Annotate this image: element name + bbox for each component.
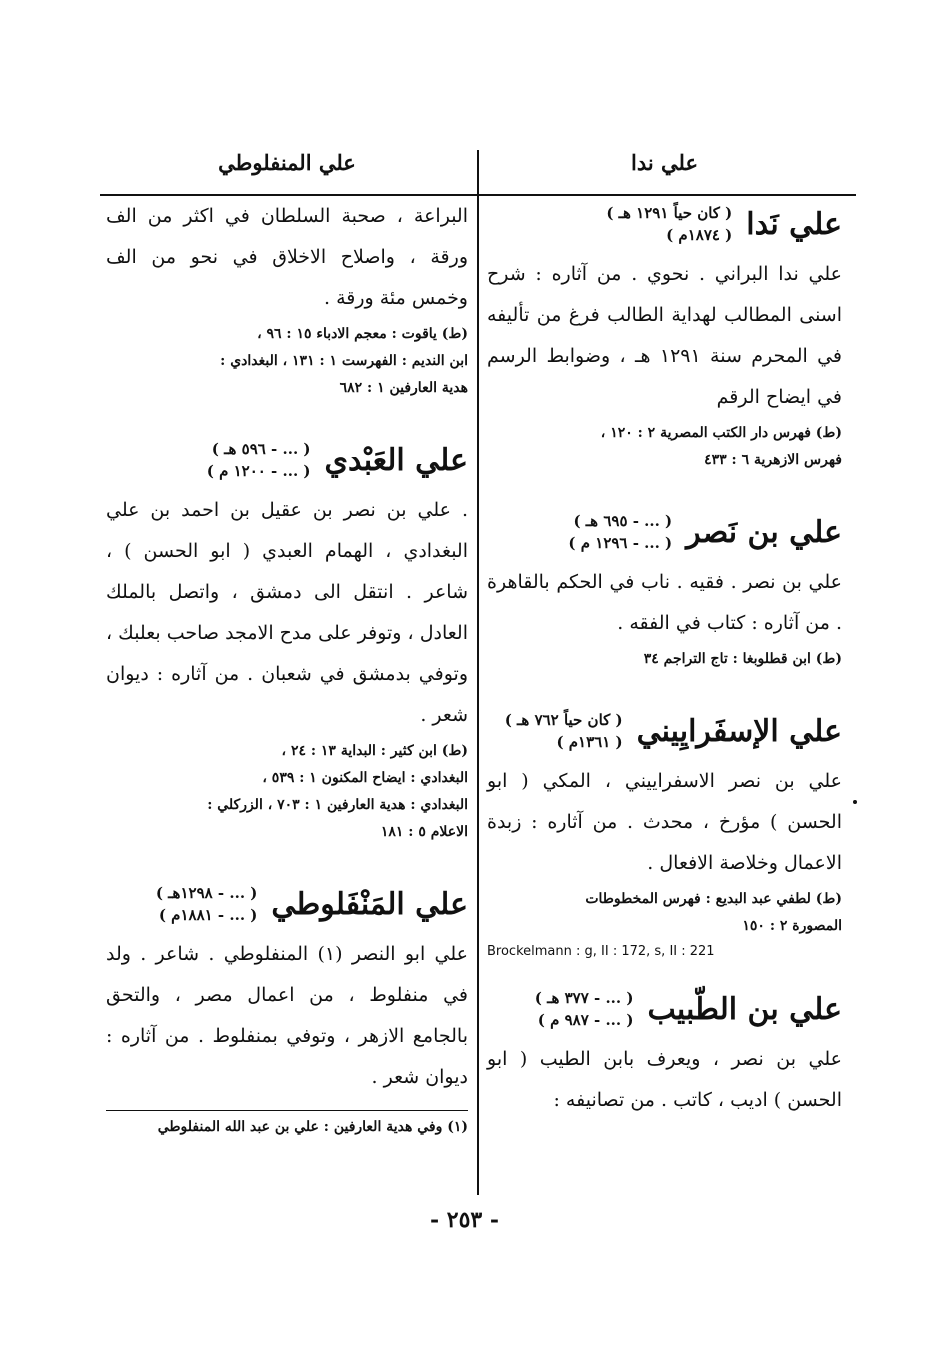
date-gregorian: ( ١٨٧٤م ) — [666, 226, 733, 244]
running-head-right: علي ندا — [631, 150, 698, 175]
date-hijri: ( كان حياً ١٢٩١ هـ ) — [606, 204, 733, 222]
latin-reference: Brockelmann : g, II : 172, s, II : 221 — [487, 944, 715, 959]
reference-line: المصورة ٢ : ١٥٠ — [742, 918, 842, 934]
entry-name: علي المَنْفَلوطي — [271, 886, 468, 922]
date-gregorian: ( ... - ٩٨٧ م ) — [537, 1011, 634, 1029]
entry-text: علي بن نصر الاسفراييني ، المكي ( ابو الحسن ) مؤرخ ، محدث . من آثاره : زبدة الاعمال وخلاصة الافعال . — [487, 770, 842, 874]
column-divider — [477, 150, 479, 1195]
entry-continuation — [106, 196, 468, 402]
entry-text: البراعة ، صحبة السلطان في اكثر من الف ورقة ، واصلاح الاخلاق في نحو من الف وخمس مئة ورقة . — [106, 205, 468, 309]
entry-heading — [106, 882, 468, 926]
left-column — [106, 196, 468, 1135]
running-head-left: علي المنفلوطي — [218, 150, 356, 175]
entry-ali-bin-al-tabib — [487, 987, 842, 1121]
reference-line: (ط) لطفي عبد البديع : فهرس المخطوطات — [585, 891, 842, 907]
date-hijri: ( كان حياً ٧٦٢ هـ ) — [504, 711, 623, 729]
entry-name: علي الإسفَرايِيني — [636, 713, 842, 749]
reference-line: فهرس الازهرية ٦ : ٤٣٣ — [704, 452, 842, 468]
margin-dot — [853, 800, 857, 804]
reference-line: البغدادي : ايضاح المكنون ١ : ٥٣٩ ، — [262, 770, 468, 786]
entry-heading — [106, 438, 468, 482]
entry-name: علي نَدا — [746, 206, 842, 242]
entry-references — [487, 646, 842, 673]
entry-name: علي بن الطّبيب — [647, 991, 842, 1027]
entry-text: علي ابو النصر (١) المنفلوطي . شاعر . ولد في منفلوط ، من اعمال مصر ، والتحق بالجامع الازهر ، وتوفي بمنفلوط . من آثاره : ديوان شعر . — [106, 943, 469, 1088]
entry-text: علي بن نصر ، ويعرف بابن الطيب ( ابو الحسن ) اديب ، كاتب . من تصانيفه : — [487, 1048, 842, 1111]
entry-text: علي ندا البراني . نحوي . من آثاره : شرح اسنى المطالب لهداية الطالب فرغ من تأليفه في المحرم سنة ١٢٩١ هـ ، وضوابط الرسم في ايضاح الرقم — [487, 263, 843, 408]
entry-heading — [487, 510, 842, 554]
reference-line: هدية العارفين ١ : ٦٨٢ — [339, 380, 468, 396]
date-gregorian: ( ١٣٦١م ) — [556, 733, 623, 751]
entry-dates — [207, 438, 311, 482]
entry-dates — [505, 709, 623, 753]
entry-heading — [487, 987, 842, 1031]
date-gregorian: ( ... - ١٢٩٦ م ) — [568, 534, 673, 552]
date-hijri: ( ... - ٦٩٥ هـ ) — [573, 512, 673, 530]
entry-ali-al-manfaluti — [106, 882, 468, 1098]
entry-references — [106, 321, 468, 402]
reference-line: (ط) فهرس دار الكتب المصرية ٢ : ١٢٠ ، — [600, 425, 842, 441]
date-gregorian: ( ... - ١٨٨١م ) — [158, 906, 258, 924]
reference-line: (ط) ابن كثير : البداية ١٣ : ٢٤ ، — [281, 743, 468, 759]
reference-line: ابن النديم : الفهرست ١ : ١٣١ ، البغدادي : — [220, 353, 468, 369]
entry-name: علي العَبْدي — [324, 442, 468, 478]
entry-dates — [156, 882, 258, 926]
entry-name: علي بن نَصر — [686, 514, 842, 550]
page-number: - ٢٥٣ - — [429, 1207, 500, 1233]
entry-references — [487, 886, 842, 940]
date-gregorian: ( ... - ١٢٠٠ م ) — [206, 462, 311, 480]
date-hijri: ( ... - ١٢٩٨هـ ) — [155, 884, 258, 902]
date-hijri: ( ... - ٣٧٧ هـ ) — [534, 989, 634, 1007]
entry-dates — [535, 987, 634, 1031]
reference-line: (ط) ياقوت : معجم الادباء ١٥ : ٩٦ ، — [257, 326, 468, 342]
entry-dates — [606, 202, 732, 246]
entry-ali-nada — [487, 202, 842, 474]
entry-ali-bin-nasr — [487, 510, 842, 673]
entry-text: . علي بن نصر بن عقيل بن احمد بن علي البغدادي ، الهمام العبدي ( ابو الحسن ) ، شاعر . انتقل الى دمشق ، واتصل بالملك العادل ، وتوفر على مدح الامجد صاحب بعلبك ، وتوفي بدمشق في شعبان . من آثاره : ديوان شعر . — [106, 499, 468, 726]
date-hijri: ( ... - ٥٩٦ هـ ) — [211, 440, 311, 458]
entry-text: علي بن نصر . فقيه . ناب في الحكم بالقاهرة . من آثاره : كتاب في الفقه . — [487, 571, 842, 634]
reference-line: البغدادي : هدية العارفين ١ : ٧٠٣ ، الزركلي : — [207, 797, 468, 813]
right-column — [487, 196, 842, 1121]
entry-references — [106, 738, 468, 846]
entry-references — [487, 420, 842, 474]
entry-heading — [487, 202, 842, 246]
reference-line: الاعلام ٥ : ١٨١ — [380, 824, 468, 840]
reference-line: (ط) ابن قطلوبغا : تاج التراجم ٣٤ — [643, 651, 842, 667]
footnote: (١) وفي هدية العارفين : علي بن عبد الله المنفلوطي — [157, 1119, 468, 1135]
entry-ali-al-abdi — [106, 438, 468, 846]
footnote-rule — [106, 1110, 468, 1111]
entry-heading — [487, 709, 842, 753]
entry-dates — [568, 510, 672, 554]
entry-ali-isfarayini — [487, 709, 842, 959]
